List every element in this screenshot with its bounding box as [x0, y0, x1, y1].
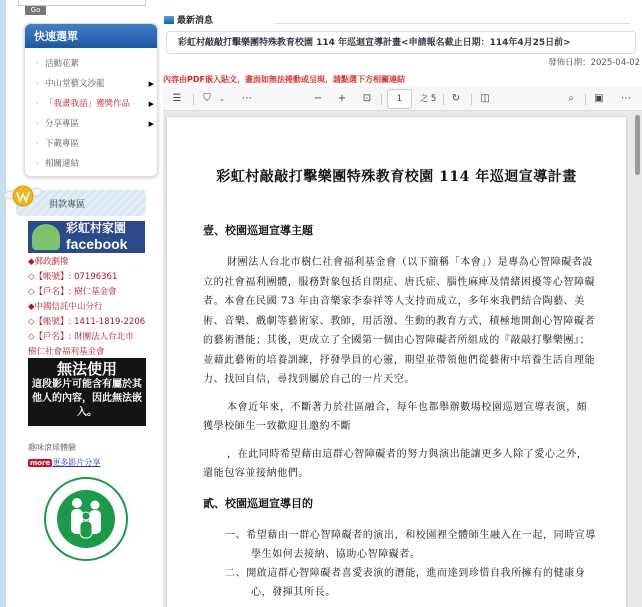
pdf-section-heading: 貳、校園巡迴宣導目的: [203, 496, 313, 510]
pdf-list-item: 一、希望藉由一群心智障礙者的演出，和校園裡全體師生融入在一起，同時宣導學生如何去接納、協助心智障礙者。: [225, 529, 596, 560]
pdf-page: [167, 117, 626, 607]
menu-label: 下載專區: [45, 139, 80, 149]
scrollbar[interactable]: [635, 115, 640, 175]
quick-menu-title: 快速選單: [25, 24, 157, 48]
love-tree-foundation-logo: [42, 476, 130, 562]
donation-line: 樹仁社會福利基金會: [28, 347, 105, 357]
page-view-icon[interactable]: ◫: [480, 93, 490, 104]
publish-date: 發佈日期：2025-04-02: [548, 58, 640, 68]
more-tools-icon[interactable]: ⋯: [242, 93, 252, 104]
zoom-out-icon[interactable]: −: [313, 93, 323, 104]
highlight-icon[interactable]: ⛉: [203, 93, 211, 104]
section-title: [164, 13, 213, 26]
donation-line: ◇【帳號】: 1411-1819-2206: [28, 317, 146, 327]
submenu-arrow-icon: ▶: [148, 100, 154, 108]
divider: [275, 23, 630, 24]
video-error-title: 無法使用: [56, 360, 117, 378]
video-caption: 趣味滾球體驗: [28, 443, 76, 452]
facebook-banner-line2: facebook: [66, 236, 128, 252]
page-total: 之 5: [419, 94, 437, 104]
page-number-input[interactable]: 1: [387, 89, 412, 109]
section-title-text: 最新消息: [177, 16, 214, 26]
separator: [193, 94, 194, 105]
pdf-notice: 內容由PDF嵌入貼文，畫面如無法捲動或呈現，請點選下方相關連結: [163, 75, 405, 84]
menu-label: 分享專區: [45, 119, 80, 129]
pdf-list-item: 二、開啟這群心智障礙者喜愛表演的潛能，進而達到珍惜自我所擁有的健康身心，發揮其所長。: [225, 567, 586, 598]
video-error-message: 這段影片可能含有屬於其他人的內容，因此無法嵌入。: [32, 379, 142, 418]
article-title: 彩虹村敲敲打擊樂團特殊教育校園 114 年巡迴宣導計畫<申請報名截止日期：114年4月25日前>: [166, 31, 636, 54]
pdf-section-heading: 壹、校園巡迴宣導主題: [203, 224, 313, 237]
donation-line: ◆郵政劃撥: [28, 257, 69, 267]
menu-item-share[interactable]: [25, 114, 157, 134]
pdf-title: 彩虹村敲敲打擊樂團特殊教育校園 114 年巡迴宣導計畫: [216, 169, 577, 185]
menu-item-activities[interactable]: [25, 54, 157, 74]
menu-item-links[interactable]: [25, 154, 157, 174]
pdf-toolbar: [163, 87, 642, 111]
section-square-icon: [164, 16, 174, 24]
more-options-icon[interactable]: ⋯: [621, 93, 631, 104]
more-videos-link[interactable]: 更多影片分享: [52, 458, 101, 467]
save-icon[interactable]: ▣: [594, 93, 604, 104]
menu-label: 活動花絮: [45, 59, 80, 69]
pdf-paragraph: ，在此同時希望藉由這群心智障礙者的努力與演出能讓更多人除了愛心之外，還能包容並接納他們。: [203, 448, 588, 479]
menu-item-award-works[interactable]: [25, 94, 157, 114]
go-button[interactable]: Go: [25, 6, 46, 15]
chevron-down-icon[interactable]: ⌄: [219, 95, 225, 103]
separator: [381, 94, 382, 105]
search-icon[interactable]: ⌕: [568, 93, 574, 104]
more-videos[interactable]: [28, 457, 100, 469]
pdf-paragraph: 財團法人台北市樹仁社會福利基金會（以下簡稱「本會」）是專為心智障礙者設立的社會福利團體，服務對象包括自閉症、唐氏症、腦性麻痺及情緒困擾等心智障礙者。本會在民國 73 年由音樂家李泰祥等人支持而成立，多年來我們結合陶藝、美術、音樂、戲劇等藝術家、教師，用活潑、生動的教育方式，積極地開創心智障礙者的藝術潛能；其後，更成立了全國第一個由心智障礙者所組成的『敲敲打擊樂團』；並藉此藝術的培養訓練，抒發學員的心靈，期望並帶領他們從藝術中培養生活自理能力、找回自信，尋找到屬於自己的一片天空。: [203, 257, 596, 385]
pdf-viewer[interactable]: [163, 111, 642, 607]
menu-item-download[interactable]: [25, 134, 157, 154]
donation-header: 捐款專區: [16, 190, 146, 216]
donation-line: ◇【帳號】: 07196361: [28, 272, 118, 282]
quick-menu: [24, 23, 158, 177]
facebook-banner-line1: 彩虹村家園: [66, 221, 127, 235]
main-content: [160, 0, 642, 607]
fit-page-icon[interactable]: ⊡: [362, 93, 372, 104]
tree-logo-icon: [32, 224, 60, 250]
menu-item-salon[interactable]: [25, 74, 157, 94]
facebook-banner[interactable]: [28, 221, 145, 253]
more-badge: more: [30, 459, 51, 467]
coin-wings-icon: [4, 182, 42, 208]
pdf-paragraph: 本會近年來，不斷著力於社區融合，每年也都舉辦數場校園巡迴宣導表演，頗獲學校師生一致歡迎且邀約不斷: [203, 401, 588, 432]
menu-label: 「我畫我話」獲獎作品: [45, 99, 131, 109]
separator: [585, 94, 586, 105]
menu-label: 中山堂藝文沙龍: [45, 79, 105, 89]
rotate-icon[interactable]: ↻: [451, 93, 461, 104]
donation-line: ◆中國信託中山分行: [28, 302, 103, 312]
donation-info: [28, 255, 153, 360]
separator: [443, 94, 444, 105]
donation-line: ◇【戶名】: 財團法人台北市: [28, 332, 134, 342]
separator: [471, 94, 472, 105]
submenu-arrow-icon: ▶: [148, 80, 154, 88]
outline-icon[interactable]: ☰: [172, 93, 182, 104]
donation-line: ◇【戶名】: 樹仁基金會: [28, 287, 117, 297]
submenu-arrow-icon: ▶: [148, 120, 154, 128]
menu-label: 相關連結: [45, 159, 80, 169]
zoom-in-icon[interactable]: +: [337, 93, 347, 104]
embedded-video-unavailable[interactable]: [28, 358, 146, 426]
